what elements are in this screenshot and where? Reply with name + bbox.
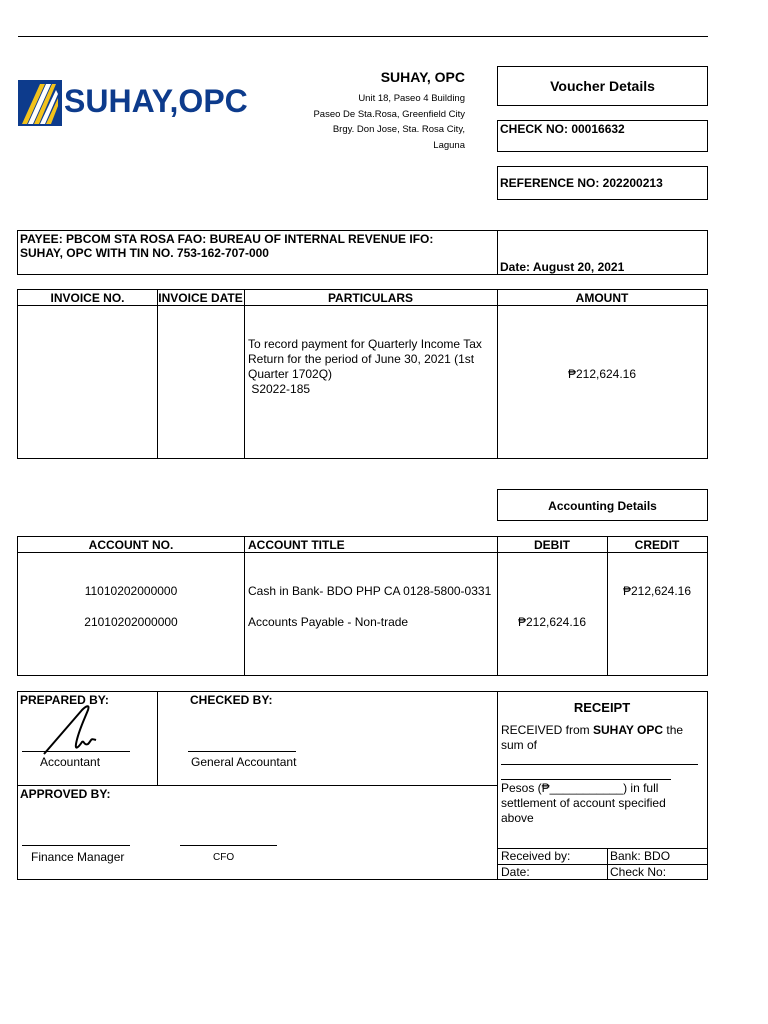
company-address [260, 91, 465, 153]
checked-by-label: CHECKED BY: [190, 693, 273, 707]
top-rule [18, 36, 708, 37]
address-line: Laguna [433, 139, 465, 151]
col-divider [244, 537, 245, 675]
receipt-footer-divider [607, 848, 608, 879]
pesos-line: above [501, 811, 534, 825]
voucher-date: Date: August 20, 2021 [500, 260, 625, 274]
pesos-line: Pesos (₱___________) in full [501, 781, 659, 795]
col-divider [244, 290, 245, 458]
debit-cell: ₱212,624.16 [517, 615, 587, 629]
account-no-cell: 21010202000000 [84, 615, 178, 629]
col-divider [157, 290, 158, 458]
received-from-line [501, 723, 706, 738]
finance-manager-label: Finance Manager [31, 850, 125, 864]
sum-line-2 [501, 779, 671, 780]
invoice-table [17, 289, 708, 459]
particulars-cell [248, 337, 496, 397]
finance-manager-sign-line [22, 845, 130, 846]
sun-rays-logo-icon [18, 80, 62, 126]
company-name: SUHAY, OPC [380, 69, 465, 85]
sum-of-label: sum of [501, 738, 538, 752]
invoice-amount: ₱212,624.16 [567, 367, 637, 381]
receipt-received-from [501, 723, 706, 753]
receipt-pesos [501, 781, 706, 826]
reference-no-box [497, 166, 708, 200]
header-particulars: PARTICULARS [327, 291, 414, 305]
col-divider [497, 537, 498, 675]
voucher-details-box [497, 66, 708, 106]
header-amount: AMOUNT [575, 291, 629, 305]
general-accountant-sign-line [188, 751, 296, 752]
prepared-divider [157, 692, 158, 785]
accounting-table [17, 536, 708, 676]
receipt-divider [497, 692, 498, 879]
check-no-box [497, 120, 708, 152]
col-divider [607, 537, 608, 675]
address-line: Unit 18, Paseo 4 Building [358, 93, 465, 104]
accountant-sign-line [22, 751, 130, 752]
received-from-suffix: the [663, 723, 684, 737]
credit-cell: ₱212,624.16 [622, 584, 692, 598]
particulars-line: Quarter 1702Q) [248, 367, 333, 381]
header-account-title: ACCOUNT TITLE [248, 538, 345, 552]
check-no: CHECK NO: 00016632 [500, 122, 625, 136]
account-title-cell: Cash in Bank- BDO PHP CA 0128-5800-0331 [248, 584, 492, 598]
header-invoice-no: INVOICE NO. [50, 291, 125, 305]
address-line: Paseo De Sta.Rosa, Greenfield City [313, 108, 465, 120]
accounting-details-title: Accounting Details [548, 499, 657, 513]
header-account-no: ACCOUNT NO. [88, 538, 174, 552]
particulars-line: S2022-185 [248, 382, 311, 396]
company-logo [18, 80, 248, 126]
cfo-label: CFO [213, 852, 235, 863]
receipt-date-label: Date: [501, 865, 530, 879]
accounting-details-box [497, 489, 708, 521]
prepared-by-label: PREPARED BY: [20, 693, 109, 707]
particulars-line: To record payment for Quarterly Income Tax [248, 337, 482, 351]
receipt-title: RECEIPT [573, 700, 631, 715]
invoice-header-rule [18, 305, 707, 306]
received-from-prefix: RECEIVED from [501, 723, 594, 737]
bank-label: Bank: BDO [610, 849, 671, 863]
header-debit: DEBIT [534, 538, 570, 552]
general-accountant-label: General Accountant [191, 755, 297, 769]
cfo-sign-line [180, 845, 277, 846]
sum-line [501, 764, 698, 765]
address-line: Brgy. Don Jose, Sta. Rosa City, [332, 124, 465, 135]
account-title-cell: Accounts Payable - Non-trade [248, 615, 409, 629]
particulars-line: Return for the period of June 30, 2021 (1st [248, 352, 475, 366]
payee-box [17, 230, 708, 275]
voucher-details-title: Voucher Details [550, 78, 655, 94]
account-no-cell: 11010202000000 [84, 584, 178, 598]
accountant-label: Accountant [40, 755, 101, 769]
accounting-header-rule [18, 552, 707, 553]
logo-wordmark: SUHAY,OPC [64, 83, 248, 119]
payee-line-1: PAYEE: PBCOM STA ROSA FAO: BUREAU OF INTERNAL REVENUE IFO: [20, 232, 434, 246]
reference-no: REFERENCE NO: 202200213 [500, 176, 663, 190]
payee-divider [497, 231, 498, 274]
received-from-name: SUHAY OPC [593, 723, 664, 737]
pesos-line: settlement of account specified [501, 796, 666, 810]
receipt-check-no-label: Check No: [610, 865, 667, 879]
header-credit: CREDIT [634, 538, 680, 552]
signature-receipt-block [17, 691, 708, 880]
received-by-label: Received by: [501, 849, 571, 863]
payee-line-2: SUHAY, OPC WITH TIN NO. 753-162-707-000 [20, 246, 269, 260]
approved-by-label: APPROVED BY: [20, 787, 111, 801]
header-invoice-date: INVOICE DATE [158, 291, 243, 305]
approved-rule [18, 785, 497, 786]
